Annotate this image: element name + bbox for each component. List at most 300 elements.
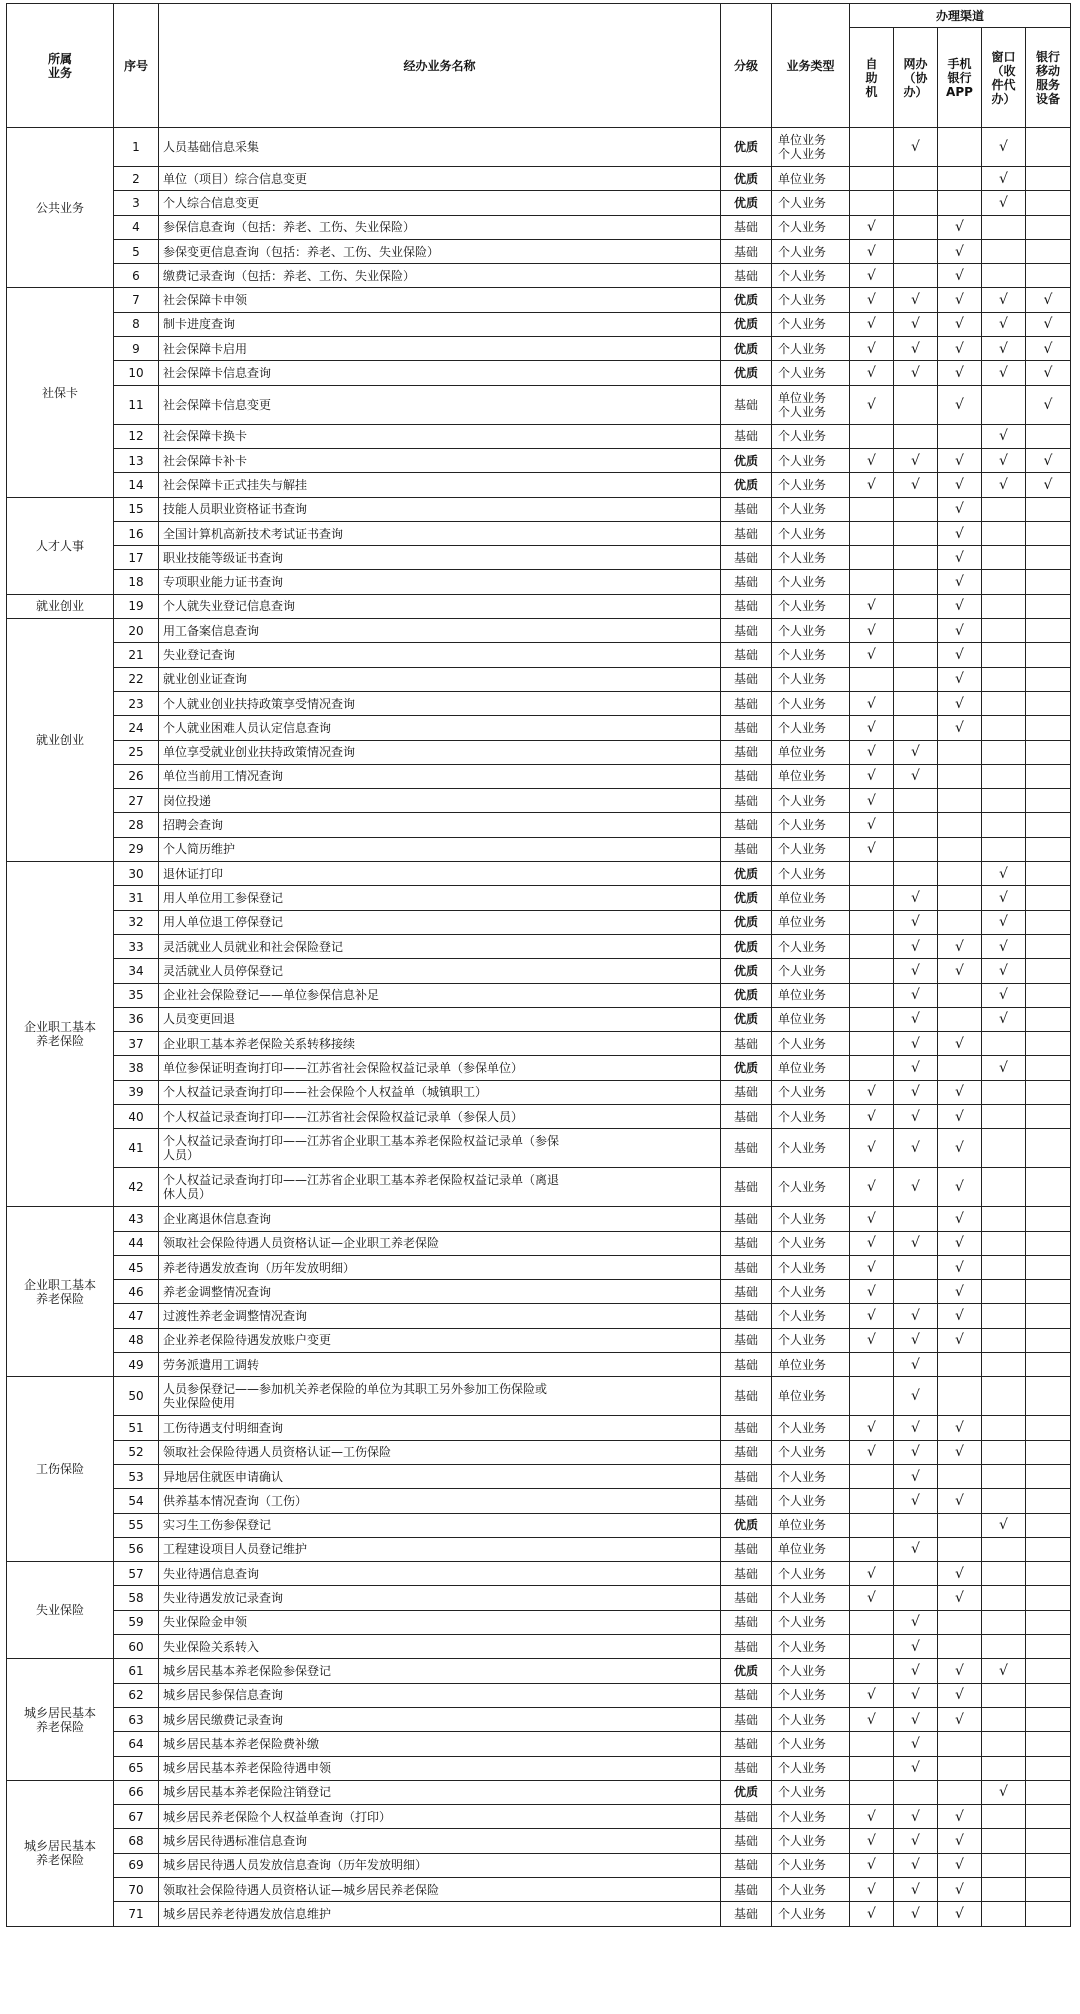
row-number: 49: [114, 1353, 159, 1377]
check-mark: √: [955, 1140, 964, 1157]
ch-window-cell: [982, 1513, 1026, 1537]
table-row: [7, 1080, 1071, 1104]
check-mark: √: [911, 938, 920, 955]
service-level: 基础: [721, 1255, 772, 1279]
check-mark: √: [955, 1881, 964, 1898]
service-type: 个人业务: [772, 239, 850, 263]
ch-window-cell: [982, 594, 1026, 618]
table-row: [7, 128, 1071, 167]
category-cell: 公共业务: [7, 128, 114, 288]
ch-online-cell: [894, 1780, 938, 1804]
header-level: 分级: [721, 4, 772, 128]
ch-mobile-app-cell: [938, 1328, 982, 1352]
ch-window-cell: [982, 813, 1026, 837]
check-mark: √: [955, 316, 964, 333]
service-name: 领取社会保险待遇人员资格认证—企业职工养老保险: [159, 1231, 721, 1255]
check-mark: √: [955, 1210, 964, 1227]
category-cell: 就业创业: [7, 619, 114, 862]
service-type: 个人业务: [772, 934, 850, 958]
service-level: 优质: [721, 448, 772, 472]
ch-online-cell: [894, 337, 938, 361]
check-mark: √: [999, 365, 1008, 382]
ch-online-cell: [894, 1328, 938, 1352]
ch-self-service-cell: [850, 789, 894, 813]
row-number: 45: [114, 1255, 159, 1279]
table-row: [7, 1032, 1071, 1056]
table-row: [7, 239, 1071, 263]
ch-mobile-app-cell: [938, 764, 982, 788]
service-level: 基础: [721, 813, 772, 837]
service-name: 个人就失业登记信息查询: [159, 594, 721, 618]
row-number: 65: [114, 1756, 159, 1780]
ch-online-cell: [894, 1104, 938, 1128]
service-type: 个人业务: [772, 1829, 850, 1853]
row-number: 24: [114, 716, 159, 740]
service-name: 企业离退休信息查询: [159, 1207, 721, 1231]
ch-bank-device-cell: [1026, 1586, 1071, 1610]
check-mark: √: [911, 1881, 920, 1898]
ch-mobile-app-cell: [938, 1489, 982, 1513]
ch-mobile-app-cell: [938, 837, 982, 861]
ch-self-service-cell: [850, 667, 894, 691]
check-mark: √: [867, 365, 876, 382]
ch-window-cell: [982, 215, 1026, 239]
table-row: [7, 1537, 1071, 1561]
ch-mobile-app-cell: [938, 1562, 982, 1586]
service-name: 社会保障卡申领: [159, 288, 721, 312]
ch-window-cell: [982, 1255, 1026, 1279]
row-number: 18: [114, 570, 159, 594]
row-number: 32: [114, 910, 159, 934]
ch-window-cell: [982, 983, 1026, 1007]
check-mark: √: [911, 1444, 920, 1461]
check-mark: √: [911, 1808, 920, 1825]
ch-mobile-app-cell: [938, 215, 982, 239]
check-mark: √: [999, 1011, 1008, 1028]
row-number: 63: [114, 1707, 159, 1731]
ch-bank-device-cell: [1026, 619, 1071, 643]
ch-online-cell: [894, 1562, 938, 1586]
ch-bank-device-cell: [1026, 128, 1071, 167]
service-type: 个人业务: [772, 1756, 850, 1780]
table-row: [7, 1231, 1071, 1255]
ch-self-service-cell: [850, 959, 894, 983]
ch-mobile-app-cell: [938, 1635, 982, 1659]
table-row: [7, 570, 1071, 594]
category-cell: 失业保险: [7, 1562, 114, 1659]
service-level: 基础: [721, 1610, 772, 1634]
table-row: [7, 288, 1071, 312]
service-name: 专项职业能力证书查询: [159, 570, 721, 594]
row-number: 60: [114, 1635, 159, 1659]
ch-window-cell: [982, 716, 1026, 740]
check-mark: √: [955, 1833, 964, 1850]
service-level: 基础: [721, 837, 772, 861]
service-name: 就业创业证查询: [159, 667, 721, 691]
ch-self-service-cell: [850, 570, 894, 594]
service-name: 个人综合信息变更: [159, 191, 721, 215]
ch-bank-device-cell: [1026, 546, 1071, 570]
ch-mobile-app-cell: [938, 191, 982, 215]
ch-self-service-cell: [850, 594, 894, 618]
ch-mobile-app-cell: [938, 1513, 982, 1537]
service-name: 职业技能等级证书查询: [159, 546, 721, 570]
service-type: 个人业务: [772, 1416, 850, 1440]
check-mark: √: [867, 476, 876, 493]
table-row: [7, 1104, 1071, 1128]
service-name: 养老金调整情况查询: [159, 1280, 721, 1304]
ch-online-cell: [894, 1007, 938, 1031]
check-mark: √: [867, 1833, 876, 1850]
ch-bank-device-cell: [1026, 1353, 1071, 1377]
header-channels-group: 办理渠道: [850, 4, 1071, 28]
service-level: 基础: [721, 764, 772, 788]
check-mark: √: [955, 646, 964, 663]
ch-bank-device-cell: [1026, 1168, 1071, 1207]
service-type: 个人业务: [772, 1255, 850, 1279]
table-row: [7, 1304, 1071, 1328]
service-name: 社会保障卡信息查询: [159, 361, 721, 385]
check-mark: √: [911, 1420, 920, 1436]
check-mark: √: [999, 962, 1008, 979]
ch-window-cell: [982, 789, 1026, 813]
ch-bank-device-cell: [1026, 1207, 1071, 1231]
service-level: 优质: [721, 1007, 772, 1031]
service-type: 单位业务: [772, 886, 850, 910]
row-number: 36: [114, 1007, 159, 1031]
service-type: 个人业务: [772, 619, 850, 643]
ch-window-cell: [982, 473, 1026, 497]
ch-mobile-app-cell: [938, 546, 982, 570]
header-channel-self-service: 自 助 机: [850, 28, 894, 128]
table-row: [7, 385, 1071, 424]
service-name: 单位当前用工情况查询: [159, 764, 721, 788]
check-mark: √: [867, 1308, 876, 1325]
service-name: 失业登记查询: [159, 643, 721, 667]
check-mark: √: [911, 1662, 920, 1679]
ch-bank-device-cell: [1026, 813, 1071, 837]
check-mark: √: [911, 962, 920, 979]
service-name: 单位享受就业创业扶持政策情况查询: [159, 740, 721, 764]
check-mark: √: [867, 719, 876, 736]
ch-window-cell: [982, 337, 1026, 361]
check-mark: √: [867, 1565, 876, 1582]
row-number: 25: [114, 740, 159, 764]
header-row-1: [7, 4, 1071, 28]
check-mark: √: [955, 938, 964, 955]
row-number: 53: [114, 1464, 159, 1488]
service-type: 个人业务: [772, 1440, 850, 1464]
check-mark: √: [911, 768, 920, 785]
ch-mobile-app-cell: [938, 1255, 982, 1279]
service-level: 基础: [721, 1829, 772, 1853]
service-name: 用人单位退工停保登记: [159, 910, 721, 934]
service-level: 基础: [721, 424, 772, 448]
row-number: 59: [114, 1610, 159, 1634]
table-row: [7, 1805, 1071, 1829]
table-row: [7, 983, 1071, 1007]
service-type: 个人业务: [772, 716, 850, 740]
ch-self-service-cell: [850, 361, 894, 385]
service-name: 养老待遇发放查询（历年发放明细）: [159, 1255, 721, 1279]
ch-self-service-cell: [850, 1168, 894, 1207]
check-mark: √: [955, 1711, 964, 1728]
ch-self-service-cell: [850, 1562, 894, 1586]
service-level: 基础: [721, 1635, 772, 1659]
ch-bank-device-cell: [1026, 497, 1071, 521]
check-mark: √: [999, 316, 1008, 333]
ch-self-service-cell: [850, 1683, 894, 1707]
check-mark: √: [1043, 476, 1053, 493]
service-name: 企业养老保险待遇发放账户变更: [159, 1328, 721, 1352]
ch-window-cell: [982, 1610, 1026, 1634]
service-type: 单位业务: [772, 1377, 850, 1416]
service-level: 基础: [721, 643, 772, 667]
ch-online-cell: [894, 1756, 938, 1780]
check-mark: √: [955, 1332, 964, 1349]
service-level: 优质: [721, 910, 772, 934]
ch-mobile-app-cell: [938, 1168, 982, 1207]
check-mark: √: [955, 1084, 964, 1101]
ch-bank-device-cell: [1026, 448, 1071, 472]
ch-online-cell: [894, 385, 938, 424]
ch-mobile-app-cell: [938, 959, 982, 983]
ch-online-cell: [894, 1255, 938, 1279]
ch-online-cell: [894, 1513, 938, 1537]
table-row: [7, 837, 1071, 861]
check-mark: √: [1043, 396, 1053, 413]
ch-mobile-app-cell: [938, 1104, 982, 1128]
ch-bank-device-cell: [1026, 1032, 1071, 1056]
service-level: 优质: [721, 886, 772, 910]
ch-bank-device-cell: [1026, 910, 1071, 934]
category-cell: 社保卡: [7, 288, 114, 497]
table-row: [7, 215, 1071, 239]
ch-window-cell: [982, 1489, 1026, 1513]
ch-bank-device-cell: [1026, 1513, 1071, 1537]
table-row: [7, 934, 1071, 958]
ch-bank-device-cell: [1026, 1610, 1071, 1634]
ch-self-service-cell: [850, 740, 894, 764]
check-mark: √: [867, 219, 876, 236]
check-mark: √: [911, 452, 920, 469]
check-mark: √: [999, 340, 1008, 357]
row-number: 55: [114, 1513, 159, 1537]
check-mark: √: [999, 865, 1008, 882]
ch-mobile-app-cell: [938, 1659, 982, 1683]
table-row: [7, 1683, 1071, 1707]
row-number: 26: [114, 764, 159, 788]
ch-window-cell: [982, 1586, 1026, 1610]
check-mark: √: [955, 243, 964, 260]
ch-mobile-app-cell: [938, 128, 982, 167]
ch-bank-device-cell: [1026, 473, 1071, 497]
ch-mobile-app-cell: [938, 1280, 982, 1304]
ch-online-cell: [894, 1129, 938, 1168]
service-name: 人员基础信息采集: [159, 128, 721, 167]
service-level: 基础: [721, 1280, 772, 1304]
ch-self-service-cell: [850, 1464, 894, 1488]
service-type: 单位业务 个人业务: [772, 128, 850, 167]
ch-bank-device-cell: [1026, 1707, 1071, 1731]
ch-self-service-cell: [850, 312, 894, 336]
service-type: 单位业务: [772, 167, 850, 191]
ch-window-cell: [982, 1756, 1026, 1780]
service-name: 参保变更信息查询（包括：养老、工伤、失业保险）: [159, 239, 721, 263]
ch-window-cell: [982, 1707, 1026, 1731]
check-mark: √: [955, 1420, 964, 1436]
ch-online-cell: [894, 1829, 938, 1853]
check-mark: √: [867, 1235, 876, 1252]
ch-mobile-app-cell: [938, 1377, 982, 1416]
ch-window-cell: [982, 1328, 1026, 1352]
ch-window-cell: [982, 1537, 1026, 1561]
ch-self-service-cell: [850, 1377, 894, 1416]
ch-bank-device-cell: [1026, 1635, 1071, 1659]
ch-mobile-app-cell: [938, 862, 982, 886]
check-mark: √: [911, 1711, 920, 1728]
service-name: 城乡居民待遇人员发放信息查询（历年发放明细）: [159, 1853, 721, 1877]
service-level: 基础: [721, 1104, 772, 1128]
service-type: 个人业务: [772, 1707, 850, 1731]
ch-self-service-cell: [850, 1707, 894, 1731]
ch-online-cell: [894, 570, 938, 594]
check-mark: √: [867, 1687, 876, 1704]
check-mark: √: [867, 1857, 876, 1874]
check-mark: √: [867, 1179, 876, 1196]
ch-window-cell: [982, 1829, 1026, 1853]
category-cell: 人才人事: [7, 497, 114, 594]
category-cell: 城乡居民基本 养老保险: [7, 1659, 114, 1780]
check-mark: √: [955, 1808, 964, 1825]
check-mark: √: [955, 1108, 964, 1125]
ch-window-cell: [982, 1853, 1026, 1877]
service-type: 个人业务: [772, 1878, 850, 1902]
ch-bank-device-cell: [1026, 1756, 1071, 1780]
ch-window-cell: [982, 1805, 1026, 1829]
ch-bank-device-cell: [1026, 1080, 1071, 1104]
category-cell: 就业创业: [7, 594, 114, 618]
row-number: 69: [114, 1853, 159, 1877]
header-channel-window: 窗口 （收 件代 办）: [982, 28, 1026, 128]
ch-online-cell: [894, 239, 938, 263]
ch-window-cell: [982, 1659, 1026, 1683]
ch-online-cell: [894, 448, 938, 472]
service-type: 单位业务: [772, 983, 850, 1007]
ch-self-service-cell: [850, 1255, 894, 1279]
row-number: 33: [114, 934, 159, 958]
row-number: 27: [114, 789, 159, 813]
service-name: 退休证打印: [159, 862, 721, 886]
check-mark: √: [867, 598, 876, 615]
service-level: 基础: [721, 1537, 772, 1561]
header-channel-mobile-app: 手机 银行 APP: [938, 28, 982, 128]
row-number: 70: [114, 1878, 159, 1902]
ch-bank-device-cell: [1026, 667, 1071, 691]
row-number: 66: [114, 1780, 159, 1804]
check-mark: √: [1043, 365, 1053, 382]
service-type: 个人业务: [772, 1464, 850, 1488]
row-number: 52: [114, 1440, 159, 1464]
service-type: 单位业务: [772, 1007, 850, 1031]
check-mark: √: [911, 1541, 920, 1558]
ch-self-service-cell: [850, 288, 894, 312]
ch-bank-device-cell: [1026, 1104, 1071, 1128]
table-row: [7, 1207, 1071, 1231]
service-name: 单位参保证明查询打印——江苏省社会保险权益记录单（参保单位）: [159, 1056, 721, 1080]
check-mark: √: [911, 1179, 920, 1196]
check-mark: √: [955, 1035, 964, 1052]
ch-mobile-app-cell: [938, 473, 982, 497]
service-type: 单位业务: [772, 1513, 850, 1537]
service-level: 基础: [721, 1328, 772, 1352]
service-level: 优质: [721, 167, 772, 191]
ch-online-cell: [894, 862, 938, 886]
ch-online-cell: [894, 1683, 938, 1707]
ch-bank-device-cell: [1026, 1328, 1071, 1352]
ch-bank-device-cell: [1026, 886, 1071, 910]
ch-bank-device-cell: [1026, 167, 1071, 191]
check-mark: √: [955, 1857, 964, 1874]
table-row: [7, 1377, 1071, 1416]
ch-online-cell: [894, 1635, 938, 1659]
ch-mobile-app-cell: [938, 239, 982, 263]
ch-bank-device-cell: [1026, 1878, 1071, 1902]
service-name: 失业待遇信息查询: [159, 1562, 721, 1586]
table-row: [7, 619, 1071, 643]
service-name: 城乡居民基本养老保险参保登记: [159, 1659, 721, 1683]
table-row: [7, 1328, 1071, 1352]
ch-self-service-cell: [850, 983, 894, 1007]
ch-window-cell: [982, 667, 1026, 691]
service-level: 基础: [721, 1231, 772, 1255]
service-level: 基础: [721, 1586, 772, 1610]
service-name: 缴费记录查询（包括：养老、工伤、失业保险）: [159, 264, 721, 288]
row-number: 62: [114, 1683, 159, 1707]
ch-self-service-cell: [850, 910, 894, 934]
ch-self-service-cell: [850, 424, 894, 448]
check-mark: √: [955, 1179, 964, 1196]
ch-window-cell: [982, 1304, 1026, 1328]
service-type: 个人业务: [772, 1080, 850, 1104]
ch-self-service-cell: [850, 1080, 894, 1104]
ch-online-cell: [894, 1902, 938, 1926]
service-level: 基础: [721, 1732, 772, 1756]
ch-self-service-cell: [850, 1129, 894, 1168]
row-number: 50: [114, 1377, 159, 1416]
service-name: 供养基本情况查询（工伤）: [159, 1489, 721, 1513]
ch-bank-device-cell: [1026, 1007, 1071, 1031]
header-channel-bank-device: 银行 移动 服务 设备: [1026, 28, 1071, 128]
ch-self-service-cell: [850, 886, 894, 910]
service-type: 个人业务: [772, 594, 850, 618]
service-level: 基础: [721, 619, 772, 643]
ch-online-cell: [894, 983, 938, 1007]
service-type: 个人业务: [772, 1659, 850, 1683]
ch-self-service-cell: [850, 1586, 894, 1610]
ch-bank-device-cell: [1026, 521, 1071, 545]
ch-mobile-app-cell: [938, 983, 982, 1007]
ch-self-service-cell: [850, 691, 894, 715]
service-name: 个人权益记录查询打印——江苏省企业职工基本养老保险权益记录单（离退 休人员）: [159, 1168, 721, 1207]
table-row: [7, 424, 1071, 448]
check-mark: √: [867, 396, 876, 413]
table-row: [7, 740, 1071, 764]
check-mark: √: [911, 1614, 920, 1631]
service-level: 基础: [721, 215, 772, 239]
ch-online-cell: [894, 619, 938, 643]
row-number: 43: [114, 1207, 159, 1231]
